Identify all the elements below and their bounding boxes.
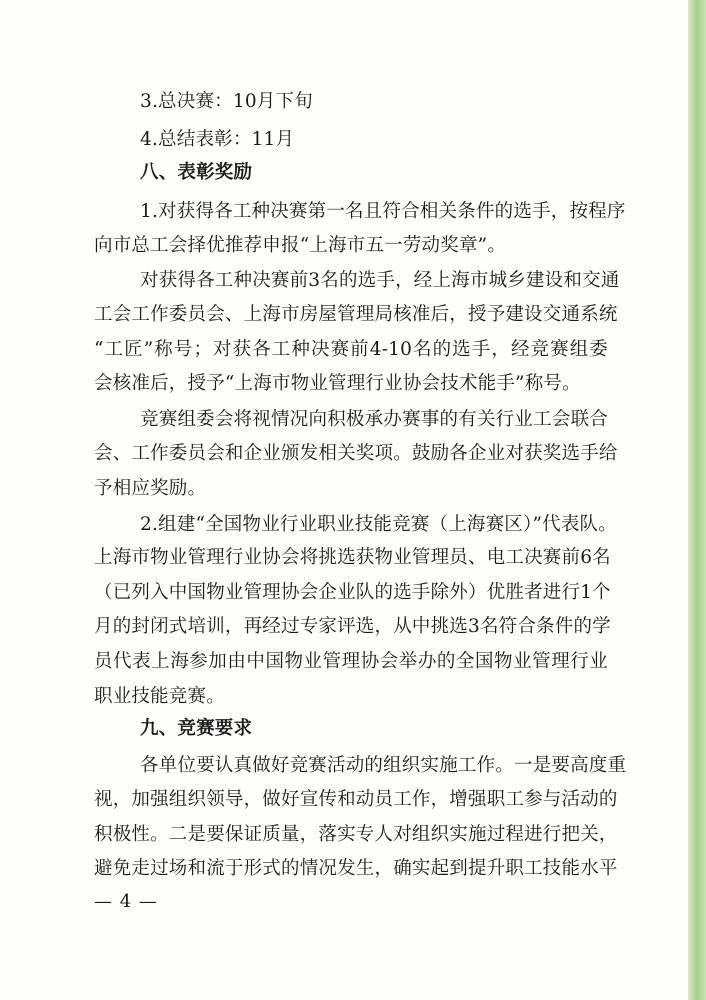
paragraph-line: 会核准后，授予“上海市物业管理行业协会技术能手”称号。 bbox=[94, 373, 581, 394]
paragraph-line: 月的封闭式培训，再经过专家评选，从中挑选3名符合条件的学 bbox=[94, 616, 611, 637]
paragraph-line: 1.对获得各工种决赛第一名且符合相关条件的选手，按程序 bbox=[140, 201, 626, 222]
paragraph-line: 予相应奖励。 bbox=[94, 478, 207, 499]
section-heading-requirements: 九、竞赛要求 bbox=[140, 718, 253, 739]
paragraph-line: 竞赛组委会将视情况向积极承办赛事的有关行业工会联合 bbox=[140, 409, 608, 430]
section-heading-awards: 八、表彰奖励 bbox=[140, 162, 253, 183]
paragraph-line: 避免走过场和流于形式的情况发生，确实起到提升职工技能水平 bbox=[94, 858, 618, 879]
paragraph-line: 2.组建“全国物业行业职业技能竞赛（上海赛区）”代表队。 bbox=[140, 514, 617, 535]
paragraph-line: 对获得各工种决赛前3名的选手，经上海市城乡建设和交通 bbox=[140, 270, 620, 291]
paragraph-line: 会、工作委员会和企业颁发相关奖项。鼓励各企业对获奖选手给 bbox=[94, 443, 618, 464]
paragraph-line: “工匠”称号；对获各工种决赛前4-10名的选手，经竞赛组委 bbox=[94, 339, 608, 360]
paragraph-line: 视，加强组织领导，做好宣传和动员工作，增强职工参与活动的 bbox=[94, 789, 618, 810]
scanned-page-edge bbox=[688, 0, 706, 1000]
paragraph-line: 工会工作委员会、上海市房屋管理局核准后，授予建设交通系统 bbox=[94, 304, 618, 325]
paragraph-line: 向市总工会择优推荐申报“上海市五一劳动奖章”。 bbox=[94, 235, 507, 256]
schedule-item-awards: 4.总结表彰：11月 bbox=[140, 129, 295, 150]
paragraph-line: 上海市物业管理行业协会将挑选获物业管理员、电工决赛前6名 bbox=[94, 547, 611, 568]
paragraph-line: 职业技能竞赛。 bbox=[94, 686, 225, 707]
paragraph-line: （已列入中国物业管理协会企业队的选手除外）优胜者进行1个 bbox=[94, 582, 611, 603]
paragraph-line: 员代表上海参加由中国物业管理协会举办的全国物业管理行业 bbox=[94, 651, 608, 672]
paragraph-line: 各单位要认真做好竞赛活动的组织实施工作。一是要高度重 bbox=[140, 755, 627, 776]
schedule-item-final: 3.总决赛：10月下旬 bbox=[140, 91, 313, 112]
paragraph-line: 积极性。二是要保证质量，落实专人对组织实施过程进行把关， bbox=[94, 824, 618, 845]
page-number: — 4 — bbox=[94, 891, 158, 912]
